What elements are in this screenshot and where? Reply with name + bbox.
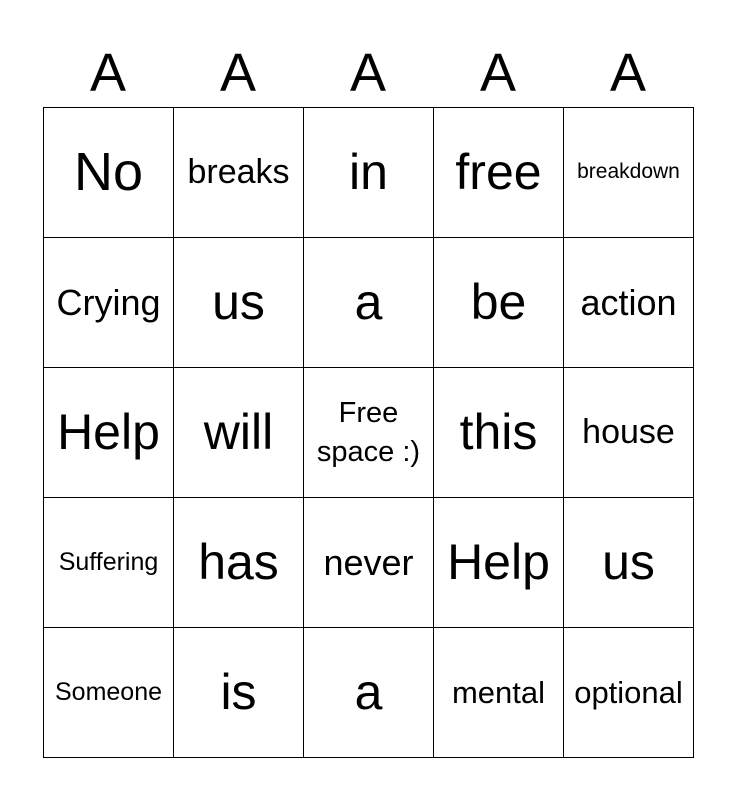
bingo-cell-r4-c1[interactable]: Suffering (44, 498, 174, 628)
header-letter-col-3: A (349, 43, 387, 103)
bingo-cell-r2-c5[interactable]: action (564, 238, 694, 368)
bingo-cell-r3-c4[interactable]: this (434, 368, 564, 498)
bingo-cell-r4-c3[interactable]: never (304, 498, 434, 628)
bingo-board (43, 107, 694, 758)
header-letter-col-1: A (89, 43, 127, 103)
bingo-cell-r5-c4[interactable]: mental (434, 628, 564, 758)
bingo-cell-r1-c5[interactable]: breakdown (564, 108, 694, 238)
bingo-cell-r3-c2[interactable]: will (174, 368, 304, 498)
bingo-header (43, 40, 693, 106)
bingo-cell-r5-c2[interactable]: is (174, 628, 304, 758)
bingo-cell-r1-c2[interactable]: breaks (174, 108, 304, 238)
bingo-cell-free-space[interactable]: Free space :) (304, 368, 434, 498)
bingo-cell-r3-c1[interactable]: Help (44, 368, 174, 498)
bingo-cell-r4-c4[interactable]: Help (434, 498, 564, 628)
bingo-cell-r5-c1[interactable]: Someone (44, 628, 174, 758)
bingo-cell-r2-c3[interactable]: a (304, 238, 434, 368)
bingo-cell-r4-c2[interactable]: has (174, 498, 304, 628)
bingo-cell-r5-c3[interactable]: a (304, 628, 434, 758)
bingo-cell-r2-c2[interactable]: us (174, 238, 304, 368)
bingo-cell-r3-c5[interactable]: house (564, 368, 694, 498)
bingo-cell-r2-c4[interactable]: be (434, 238, 564, 368)
header-letter-col-5: A (609, 43, 647, 103)
bingo-cell-r4-c5[interactable]: us (564, 498, 694, 628)
bingo-cell-r1-c1[interactable]: No (44, 108, 174, 238)
header-letter-col-4: A (479, 43, 517, 103)
bingo-cell-r5-c5[interactable]: optional (564, 628, 694, 758)
bingo-cell-r2-c1[interactable]: Crying (44, 238, 174, 368)
header-letter-col-2: A (219, 43, 257, 103)
bingo-cell-r1-c4[interactable]: free (434, 108, 564, 238)
bingo-cell-r1-c3[interactable]: in (304, 108, 434, 238)
